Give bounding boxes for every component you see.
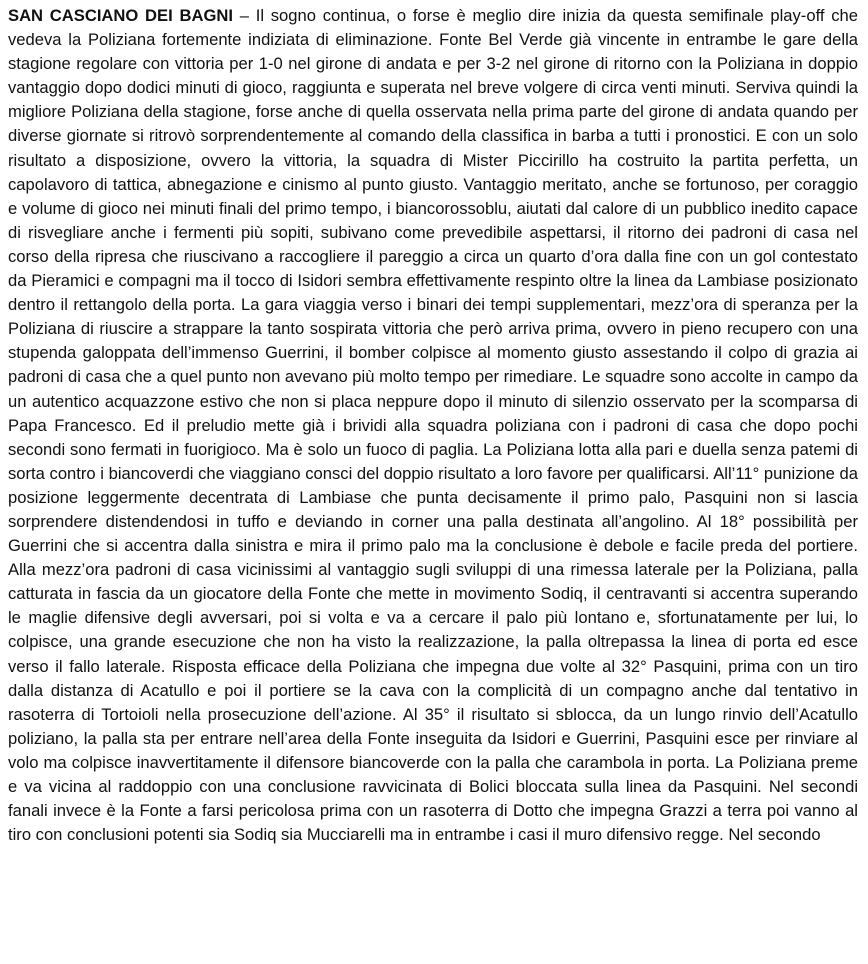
article-paragraph <box>8 4 858 847</box>
dateline-separator: – <box>232 6 256 25</box>
article-body: Il sogno continua, o forse è meglio dire inizia da questa semifinale play-off che vedeva la Poliziana fortemente indiziata di eliminazione. Fonte Bel Verde già vincente in entrambe le gare della stagione regolare con vittoria per 1-0 nel girone di andata e per 3-2 nel girone di ritorno con la Poliziana in doppio vantaggio dopo dodici minuti di gioco, raggiunta e superata nel breve volgere di circa venti minuti. Serviva quindi la migliore Poliziana della stagione, forse anche di quella osservata nella prima parte del girone di andata quando per diverse giornate si ritrovò sorprendentemente al comando della classifica in barba a tutti i pronostici. E con un solo risultato a disposizione, ovvero la vittoria, la squadra di Mister Piccirillo ha costruito la partita perfetta, un capolavoro di tattica, abnegazione e cinismo al punto giusto. Vantaggio meritato, anche se fortunoso, per coraggio e volume di gioco nei minuti finali del primo tempo, i biancorossoblu, aiutati dal calore di un pubblico inedito capace di risvegliare anche i fermenti più sopiti, subivano come prevedibile aspettarsi, il ritorno dei padroni di casa nel corso della ripresa che riuscivano a raccogliere il pareggio a circa un quarto d’ora dalla fine con un gol contestato da Pieramici e compagni ma il tocco di Isidori sembra effettivamente respinto oltre la linea da Lambiase posizionato dentro il rettangolo della porta. La gara viaggia verso i binari dei tempi supplementari, mezz’ora di speranza per la Poliziana di riuscire a strappare la tanto sospirata vittoria che però arriva prima, ovvero in pieno recupero con una stupenda galoppata dell’immenso Guerrini, il bomber colpisce al momento giusto assestando il colpo di grazia ai padroni di casa che a quel punto non avevano più molto tempo per rimediare. Le squadre sono accolte in campo da un autentico acquazzone estivo che non si placa neppure dopo il minuto di silenzio osservato per la scomparsa di Papa Francesco. Ed il preludio mette già i brividi alla squadra poliziana con i padroni di casa che dopo pochi secondi sono fermati in fuorigioco. Ma è solo un fuoco di paglia. La Poliziana lotta alla pari e duella senza patemi di sorta contro i biancoverdi che viaggiano consci del doppio risultato a loro favore per qualificarsi. All’11° punizione da posizione leggermente decentrata di Lambiase che punta decisamente il primo palo, Pasquini non si lascia sorprendere distendendosi in tuffo e deviando in corner una palla destinata all’angolino. Al 18° possibilità per Guerrini che si accentra dalla sinistra e mira il primo palo ma la conclusione è debole e facile preda del portiere. Alla mezz’ora padroni di casa vicinissimi al vantaggio sugli sviluppi di una rimessa laterale per la Poliziana, palla catturata in fascia da un giocatore della Fonte che mette in movimento Sodiq, il centravanti si accentra superando le maglie difensive degli avversari, poi si volta e va a cercare il palo più lontano e, sfortunatamente per lui, lo colpisce, una grande esecuzione che non ha visto la realizzazione, la palla oltrepassa la linea di porta ed esce verso il fallo laterale. Risposta efficace della Poliziana che impegna due volte al 32° Pasquini, prima con un tiro dalla distanza di Acatullo e poi il portiere se la cava con la complicità di un compagno anche dal tentativo in rasoterra di Tortoioli nella prosecuzione dell’azione. Al 35° il risultato si sblocca, da un lungo rinvio dell’Acatullo poliziano, la palla sta per entrare nell’area della Fonte inseguita da Isidori e Guerrini, Pasquini esce per rinviare al volo ma colpisce inavvertitamente il difensore biancoverde con la palla che carambola in porta. La Poliziana preme e va vicina al raddoppio con una conclusione ravvicinata di Bolici bloccata sulla linea da Pasquini. Nel secondi fanali invece è la Fonte a farsi pericolosa prima con un rasoterra di Dotto che impegna Grazzi a terra poi vanno al tiro con conclusioni potenti sia Sodiq sia Mucciarelli ma in entrambe i casi il muro difensivo regge. Nel secondo <box>8 6 859 845</box>
dateline: SAN CASCIANO DEI BAGNI <box>8 6 233 25</box>
